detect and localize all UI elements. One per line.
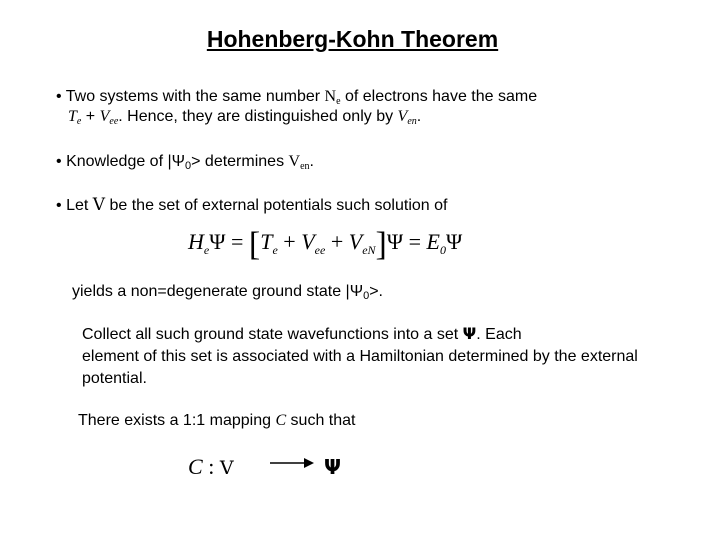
bullet-2: • Knowledge of |Ψ0> determines $V_{en}$. bbox=[56, 153, 314, 172]
bullet-marker: • bbox=[56, 153, 62, 170]
symbol-ne: $N_e$ bbox=[324, 88, 341, 107]
bullet-1-line-2: $T_e + V_{ee}$. Hence, they are distinguished only by $V_{en}$. bbox=[68, 108, 422, 127]
arrow-right-icon bbox=[268, 456, 316, 470]
bullet-1-text-1: Two systems with the same number bbox=[65, 88, 325, 105]
schrodinger-equation: $H_e\Psi = [T_e + V_{ee} + V_{eN}]\Psi = E_0\Psi$ bbox=[188, 226, 463, 263]
bullet-marker: • bbox=[56, 197, 62, 214]
mapping-expression: C : V bbox=[188, 454, 234, 479]
symbol-vee: $V_{ee}$ bbox=[99, 108, 119, 127]
collect-line-1: Collect all such ground state wavefunctions into a set Ψ. Each bbox=[82, 324, 522, 343]
wavefunction-set-target: Ψ bbox=[324, 455, 341, 479]
wavefunction-set-symbol: Ψ bbox=[462, 324, 477, 343]
bullet-3: • Let V be the set of external potentials such solution of bbox=[56, 195, 448, 215]
yields-text: yields a non=degenerate ground state |Ψ0>. bbox=[72, 283, 383, 302]
bullet-marker: • bbox=[56, 88, 62, 105]
bullet-1-text-2: of electrons have the same bbox=[340, 88, 538, 105]
mapping-text: There exists a 1:1 mapping C such that bbox=[78, 412, 356, 429]
mapping-symbol: C bbox=[275, 412, 287, 429]
symbol-ven: $V_{en}$ bbox=[397, 108, 417, 127]
symbol-te: $T_e$ bbox=[68, 108, 82, 127]
collect-line-2: element of this set is associated with a Hamiltonian determined by the external bbox=[82, 348, 638, 365]
potential-set-symbol: V bbox=[92, 195, 106, 215]
page-title: Hohenberg-Kohn Theorem bbox=[206, 26, 499, 52]
collect-line-3: potential. bbox=[82, 370, 147, 387]
bullet-1-text-3: . Hence, they are distinguished only by bbox=[118, 108, 398, 125]
symbol-ven: $V_{en}$ bbox=[288, 153, 310, 172]
